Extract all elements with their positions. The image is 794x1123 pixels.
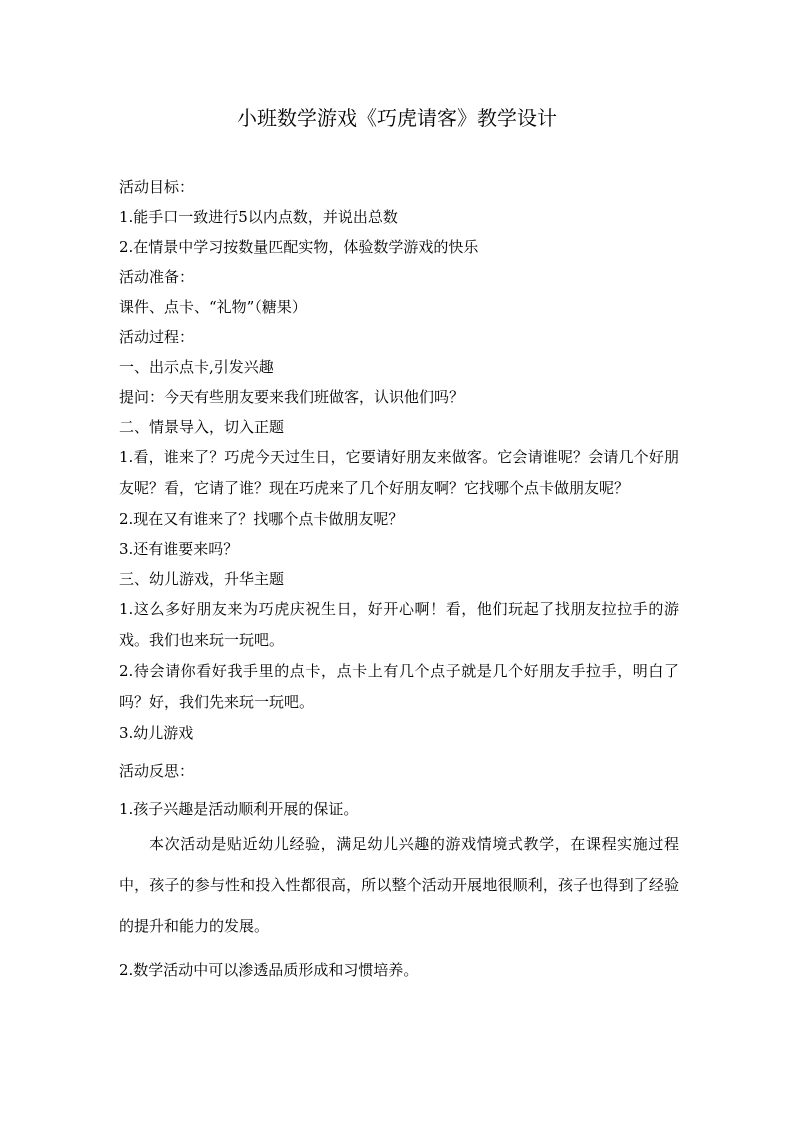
reflection-point: 2.数学活动中可以渗透品质形成和习惯培养。 bbox=[119, 961, 419, 979]
objective-item: 1.能手口一致进行5以内点数，并说出总数 bbox=[119, 208, 398, 226]
section-heading: 一、出示点卡,引发兴趣 bbox=[119, 358, 274, 376]
section-item: 3.幼儿游戏 bbox=[119, 724, 194, 742]
document-title: 小班数学游戏《巧虎请客》教学设计 bbox=[237, 106, 557, 130]
process-heading: 活动过程： bbox=[119, 328, 195, 346]
reflection-heading: 活动反思： bbox=[119, 762, 195, 780]
reflection-paragraph: 本次活动是贴近幼儿经验，满足幼儿兴趣的游戏情境式教学，在课程实施过程中，孩子的参与性和投入性都很高，所以整个活动开展地很顺利，孩子也得到了经验的提升和能力的发展。 bbox=[119, 835, 679, 935]
preparation-heading: 活动准备： bbox=[119, 268, 195, 286]
section-text: 提问：今天有些朋友要来我们班做客，认识他们吗？ bbox=[119, 388, 465, 406]
section-item: 2.现在又有谁来了？找哪个点卡做朋友呢？ bbox=[119, 510, 404, 528]
document-body bbox=[119, 172, 679, 985]
section-heading: 二、情景导入，切入正题 bbox=[119, 418, 285, 436]
objectives-heading: 活动目标： bbox=[119, 178, 195, 196]
section-item: 1.看，谁来了？巧虎今天过生日，它要请好朋友来做客。它会请谁呢？会请几个好朋友呢？看，它请了谁？现在巧虎来了几个好朋友啊？它找哪个点卡做朋友呢？ bbox=[119, 448, 679, 497]
section-item: 3.还有谁要来吗？ bbox=[119, 540, 239, 558]
reflection-point: 1.孩子兴趣是活动顺利开展的保证。 bbox=[119, 800, 359, 818]
section-heading: 三、幼儿游戏，升华主题 bbox=[119, 570, 285, 588]
preparation-text: 课件、点卡、“礼物”（糖果） bbox=[119, 298, 307, 316]
section-item: 2.待会请你看好我手里的点卡，点卡上有几个点子就是几个好朋友手拉手，明白了吗？好，我们先来玩一玩吧。 bbox=[119, 662, 679, 711]
section-item: 1.这么多好朋友来为巧虎庆祝生日，好开心啊！看，他们玩起了找朋友拉拉手的游戏。我们也来玩一玩吧。 bbox=[119, 600, 679, 649]
objective-item: 2.在情景中学习按数量匹配实物，体验数学游戏的快乐 bbox=[119, 238, 479, 256]
